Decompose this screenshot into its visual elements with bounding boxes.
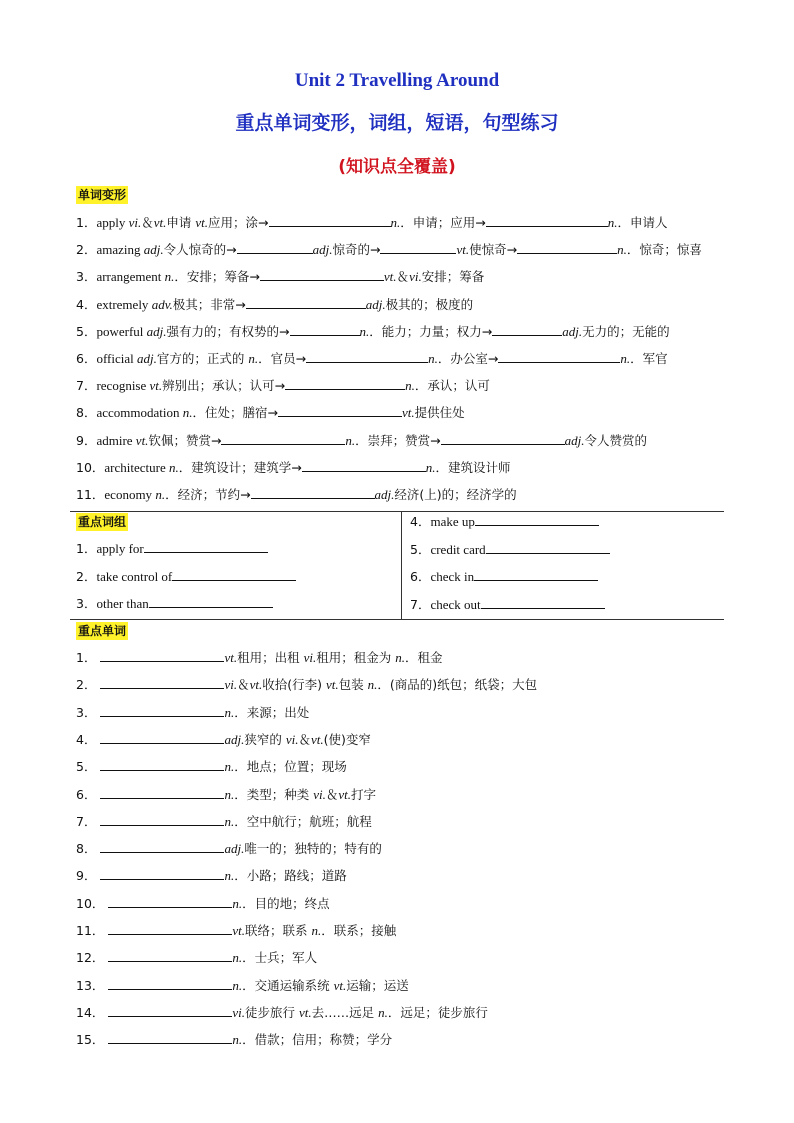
exercise-line bbox=[76, 376, 490, 395]
definition-text: 申请 bbox=[166, 215, 196, 230]
part-of-speech: n. bbox=[248, 351, 259, 366]
definition-text: 租用；租金为 bbox=[316, 650, 396, 665]
item-number: 7． bbox=[76, 813, 97, 829]
part-of-speech: adj. bbox=[137, 351, 157, 366]
item-number: 7． bbox=[76, 378, 97, 394]
part-of-speech: n. bbox=[224, 813, 235, 829]
phrase-line bbox=[410, 540, 610, 559]
answer-blank[interactable] bbox=[306, 349, 428, 363]
answer-blank[interactable] bbox=[100, 812, 224, 826]
item-number: 8． bbox=[76, 841, 97, 857]
definition-text: ．经济；节约→ bbox=[165, 487, 251, 502]
definition-text: 打字 bbox=[350, 786, 376, 802]
definition-text: ．小路；路线；道路 bbox=[234, 868, 347, 884]
definition-text: ．空中航行；航班；航程 bbox=[234, 813, 372, 829]
definition-text: ．官员→ bbox=[258, 351, 307, 366]
definition-text: 收拾(行李) bbox=[262, 677, 326, 693]
definition-text: ．住处；膳宿→ bbox=[192, 405, 278, 421]
headword: economy bbox=[104, 487, 156, 502]
word-line bbox=[76, 839, 382, 858]
part-of-speech: n. bbox=[395, 650, 405, 665]
answer-blank[interactable] bbox=[100, 675, 224, 689]
part-of-speech: n. bbox=[428, 351, 438, 366]
answer-blank[interactable] bbox=[278, 403, 402, 417]
page-title-chinese: 重点单词变形，词组，短语，句型练习 bbox=[235, 112, 559, 134]
definition-text: 惊奇的→ bbox=[332, 242, 381, 258]
answer-blank[interactable] bbox=[474, 567, 598, 581]
part-of-speech: vi. bbox=[303, 650, 317, 665]
part-of-speech: adj. bbox=[224, 731, 245, 747]
part-of-speech: adj. bbox=[564, 432, 585, 448]
item-number: 6． bbox=[76, 786, 97, 802]
headword: recognise bbox=[96, 378, 150, 394]
answer-blank[interactable] bbox=[498, 349, 620, 363]
definition-text: ．能力；力量；权力→ bbox=[369, 323, 493, 339]
definition-text: 经济(上)的；经济学的 bbox=[394, 487, 517, 502]
part-of-speech: adj. bbox=[143, 242, 164, 258]
part-of-speech: adj. bbox=[374, 487, 395, 502]
item-number: 5． bbox=[410, 541, 431, 557]
part-of-speech: vi. bbox=[128, 215, 142, 230]
definition-text: ．军官 bbox=[630, 351, 668, 366]
phrase-line bbox=[410, 567, 598, 586]
phrase-text: check in bbox=[430, 569, 475, 584]
answer-blank[interactable] bbox=[100, 730, 224, 744]
item-number: 3． bbox=[76, 704, 97, 720]
section-label-word-forms: 单词变形 bbox=[78, 188, 127, 202]
part-of-speech: n. bbox=[164, 269, 175, 285]
definition-text: ．联系；接触 bbox=[321, 923, 397, 938]
item-number: 6． bbox=[410, 569, 431, 584]
phrase-line bbox=[410, 595, 605, 614]
definition-text: 提供住处 bbox=[414, 405, 465, 421]
word-line bbox=[76, 812, 372, 831]
item-number: 3． bbox=[76, 269, 97, 285]
part-of-speech: adj. bbox=[562, 323, 583, 339]
definition-text: ．申请；应用→ bbox=[400, 215, 486, 230]
exercise-line bbox=[76, 485, 517, 504]
definition-text: 租用；出租 bbox=[237, 650, 304, 665]
part-of-speech: n. bbox=[620, 351, 631, 366]
word-line bbox=[76, 703, 309, 722]
exercise-line bbox=[76, 431, 647, 450]
item-number: 2． bbox=[76, 568, 97, 584]
definition-text: ．士兵；军人 bbox=[242, 950, 318, 966]
answer-blank[interactable] bbox=[285, 376, 405, 390]
phrase-line bbox=[76, 594, 273, 613]
answer-blank[interactable] bbox=[100, 785, 224, 799]
definition-text: ＆ bbox=[237, 677, 250, 693]
answer-blank[interactable] bbox=[481, 595, 605, 609]
headword: amazing bbox=[96, 242, 144, 258]
item-number: 1． bbox=[76, 215, 97, 230]
item-number: 4． bbox=[76, 731, 97, 747]
answer-blank[interactable] bbox=[290, 322, 360, 336]
item-number: 2． bbox=[76, 677, 97, 693]
word-line bbox=[76, 648, 442, 667]
part-of-speech: adv. bbox=[151, 296, 173, 312]
definition-text: ．(商品的)纸包；纸袋；大包 bbox=[377, 677, 538, 693]
exercise-line bbox=[76, 322, 670, 341]
part-of-speech: n. bbox=[224, 786, 235, 802]
item-number: 13． bbox=[76, 977, 105, 993]
item-number: 1． bbox=[76, 650, 97, 665]
part-of-speech: n. bbox=[345, 432, 356, 448]
item-number: 7． bbox=[410, 596, 431, 612]
part-of-speech: n. bbox=[378, 1004, 388, 1020]
exercise-line bbox=[76, 240, 702, 259]
word-line bbox=[76, 921, 396, 940]
part-of-speech: vt. bbox=[135, 432, 149, 448]
headword: accommodation bbox=[96, 405, 183, 421]
part-of-speech: vt. bbox=[383, 269, 397, 285]
definition-text: ＆ bbox=[298, 731, 311, 747]
word-line bbox=[76, 866, 347, 885]
answer-blank[interactable] bbox=[302, 458, 426, 472]
part-of-speech: adj. bbox=[224, 841, 245, 857]
word-line bbox=[76, 948, 317, 967]
headword: arrangement bbox=[96, 269, 165, 285]
part-of-speech: vi. bbox=[224, 677, 238, 693]
item-number: 3． bbox=[76, 596, 97, 611]
answer-blank[interactable] bbox=[144, 539, 268, 553]
word-line bbox=[76, 757, 347, 776]
item-number: 14． bbox=[76, 1004, 105, 1020]
answer-blank[interactable] bbox=[475, 512, 599, 526]
phrase-line bbox=[76, 567, 296, 586]
definition-text: 强有力的；有权势的→ bbox=[166, 323, 290, 339]
item-number: 1． bbox=[76, 541, 97, 556]
definition-text: ．建筑设计；建筑学→ bbox=[178, 459, 302, 475]
definition-text: ．类型；种类 bbox=[234, 786, 314, 802]
definition-text: 极其的；极度的 bbox=[385, 296, 474, 312]
headword: architecture bbox=[104, 459, 169, 475]
item-number: 11． bbox=[76, 923, 105, 938]
definition-text: 令人赞赏的 bbox=[584, 432, 648, 448]
answer-blank[interactable] bbox=[172, 567, 296, 581]
definition-text: ．借款；信用；称赞；学分 bbox=[242, 1032, 393, 1048]
section-label-words: 重点单词 bbox=[78, 624, 127, 638]
answer-blank[interactable] bbox=[486, 540, 610, 554]
part-of-speech: vi. bbox=[409, 269, 422, 285]
answer-blank[interactable] bbox=[149, 594, 273, 608]
part-of-speech: n. bbox=[232, 950, 243, 966]
item-number: 6． bbox=[76, 351, 97, 366]
definition-text: ．远足；徒步旅行 bbox=[387, 1004, 488, 1020]
word-line bbox=[76, 976, 409, 995]
part-of-speech: n. bbox=[405, 378, 415, 394]
part-of-speech: n. bbox=[224, 868, 235, 884]
answer-blank[interactable] bbox=[441, 431, 565, 445]
definition-text: 钦佩；赞赏→ bbox=[148, 432, 222, 448]
definition-text: ＆ bbox=[141, 215, 154, 230]
part-of-speech: n. bbox=[169, 459, 179, 475]
item-number: 4． bbox=[76, 296, 97, 312]
definition-text: 无力的；无能的 bbox=[582, 323, 670, 339]
answer-blank[interactable] bbox=[108, 1003, 232, 1017]
part-of-speech: n. bbox=[155, 487, 166, 502]
part-of-speech: vt. bbox=[149, 378, 163, 394]
item-number: 10． bbox=[76, 459, 105, 475]
definition-text: ．来源；出处 bbox=[234, 704, 310, 720]
item-number: 4． bbox=[410, 514, 431, 529]
part-of-speech: vt. bbox=[299, 1004, 312, 1020]
phrase-text: apply for bbox=[96, 541, 144, 556]
exercise-line bbox=[76, 458, 511, 477]
part-of-speech: vt. bbox=[456, 242, 470, 258]
definition-text: ．崇拜；赞赏→ bbox=[355, 432, 441, 448]
part-of-speech: vt. bbox=[310, 731, 324, 747]
answer-blank[interactable] bbox=[100, 839, 224, 853]
part-of-speech: n. bbox=[425, 459, 436, 475]
answer-blank[interactable] bbox=[100, 648, 224, 662]
item-number: 9． bbox=[76, 868, 97, 884]
headword: extremely bbox=[96, 296, 152, 312]
exercise-line bbox=[76, 295, 473, 314]
item-number: 15． bbox=[76, 1032, 105, 1048]
part-of-speech: n. bbox=[224, 704, 235, 720]
part-of-speech: n. bbox=[232, 977, 243, 993]
answer-blank[interactable] bbox=[100, 703, 224, 717]
part-of-speech: vt. bbox=[338, 786, 351, 802]
part-of-speech: n. bbox=[232, 895, 243, 911]
definition-text: 使惊奇→ bbox=[469, 242, 518, 258]
word-line bbox=[76, 675, 537, 694]
answer-blank[interactable] bbox=[380, 240, 456, 254]
definition-text: 令人惊奇的→ bbox=[163, 242, 237, 258]
answer-blank[interactable] bbox=[221, 431, 345, 445]
item-number: 8． bbox=[76, 405, 97, 421]
answer-blank[interactable] bbox=[246, 295, 366, 309]
answer-blank[interactable] bbox=[269, 213, 391, 227]
part-of-speech: n. bbox=[224, 759, 235, 775]
definition-text: 徒步旅行 bbox=[245, 1004, 300, 1020]
definition-text: ．地点；位置；现场 bbox=[234, 759, 347, 775]
part-of-speech: vi. bbox=[285, 731, 299, 747]
part-of-speech: n. bbox=[607, 215, 618, 230]
exercise-line bbox=[76, 213, 668, 232]
part-of-speech: n. bbox=[359, 323, 370, 339]
answer-blank[interactable] bbox=[492, 322, 562, 336]
headword: apply bbox=[96, 215, 129, 230]
answer-blank[interactable] bbox=[517, 240, 617, 254]
part-of-speech: vt. bbox=[401, 405, 415, 421]
answer-blank[interactable] bbox=[486, 213, 608, 227]
word-line bbox=[76, 1003, 488, 1022]
answer-blank[interactable] bbox=[108, 921, 232, 935]
part-of-speech: vt. bbox=[325, 677, 339, 693]
part-of-speech: vt. bbox=[224, 650, 238, 665]
part-of-speech: adj. bbox=[146, 323, 167, 339]
definition-text: 去……远足 bbox=[311, 1004, 379, 1020]
word-line bbox=[76, 730, 371, 749]
definition-text: ．申请人 bbox=[617, 215, 668, 230]
definition-text: 包装 bbox=[338, 677, 368, 693]
answer-blank[interactable] bbox=[108, 1030, 232, 1044]
definition-text: 辨别出；承认；认可→ bbox=[162, 378, 286, 394]
exercise-line bbox=[76, 403, 465, 422]
definition-text: ＆ bbox=[325, 786, 339, 802]
answer-blank[interactable] bbox=[100, 757, 224, 771]
part-of-speech: vt. bbox=[232, 923, 246, 938]
answer-blank[interactable] bbox=[251, 485, 375, 499]
definition-text: ．交通运输系统 bbox=[242, 977, 334, 993]
part-of-speech: n. bbox=[390, 215, 401, 230]
definition-text: (使)变窄 bbox=[323, 731, 371, 747]
phrase-text: other than bbox=[96, 596, 149, 611]
item-number: 9． bbox=[76, 432, 97, 448]
part-of-speech: n. bbox=[367, 677, 378, 693]
answer-blank[interactable] bbox=[108, 948, 232, 962]
item-number: 11． bbox=[76, 487, 105, 502]
headword: powerful bbox=[96, 323, 147, 339]
part-of-speech: vi. bbox=[232, 1004, 246, 1020]
phrase-text: credit card bbox=[430, 541, 486, 557]
definition-text: ．承认；认可 bbox=[414, 378, 490, 394]
definition-text: 运输；运送 bbox=[346, 977, 409, 993]
item-number: 2． bbox=[76, 242, 97, 258]
divider bbox=[70, 511, 724, 512]
item-number: 12． bbox=[76, 950, 105, 966]
definition-text: 唯一的；独特的；特有的 bbox=[244, 841, 382, 857]
headword: official bbox=[96, 351, 138, 366]
answer-blank[interactable] bbox=[108, 894, 232, 908]
part-of-speech: vt. bbox=[249, 677, 263, 693]
definition-text: ．目的地；终点 bbox=[242, 895, 330, 911]
definition-text: 联络；联系 bbox=[245, 923, 312, 938]
phrase-text: check out bbox=[430, 596, 481, 612]
answer-blank[interactable] bbox=[100, 866, 224, 880]
definition-text: ．惊奇；惊喜 bbox=[626, 242, 702, 258]
part-of-speech: n. bbox=[232, 1032, 243, 1048]
answer-blank[interactable] bbox=[237, 240, 313, 254]
divider bbox=[70, 619, 724, 620]
phrase-line bbox=[410, 512, 599, 531]
page-title-english: Unit 2 Travelling Around bbox=[294, 70, 500, 91]
part-of-speech: n. bbox=[311, 923, 322, 938]
definition-text: 狭窄的 bbox=[244, 731, 286, 747]
section-label-phrases: 重点词组 bbox=[78, 515, 127, 529]
item-number: 5． bbox=[76, 759, 97, 775]
definition-text: 安排；筹备 bbox=[421, 269, 485, 285]
part-of-speech: vt. bbox=[333, 977, 347, 993]
definition-text: ＆ bbox=[396, 269, 410, 285]
definition-text: ．办公室→ bbox=[437, 351, 499, 366]
definition-text: ．租金 bbox=[404, 650, 443, 665]
word-line bbox=[76, 785, 376, 804]
answer-blank[interactable] bbox=[108, 976, 232, 990]
definition-text: 极其；非常→ bbox=[172, 296, 246, 312]
part-of-speech: vi. bbox=[313, 786, 326, 802]
exercise-line bbox=[76, 267, 484, 286]
part-of-speech: n. bbox=[182, 405, 193, 421]
divider bbox=[401, 512, 402, 619]
part-of-speech: adj. bbox=[312, 242, 333, 258]
page-subtitle: (知识点全覆盖) bbox=[338, 157, 456, 177]
definition-text: 官方的；正式的 bbox=[156, 351, 249, 366]
part-of-speech: vt. bbox=[195, 215, 209, 230]
phrase-line bbox=[76, 539, 268, 558]
headword: admire bbox=[96, 432, 136, 448]
part-of-speech: vt. bbox=[153, 215, 167, 230]
part-of-speech: n. bbox=[617, 242, 627, 258]
definition-text: 应用；涂→ bbox=[208, 215, 269, 230]
exercise-line bbox=[76, 349, 668, 368]
word-line bbox=[76, 1030, 392, 1049]
phrase-text: take control of bbox=[96, 568, 173, 584]
word-line bbox=[76, 894, 330, 913]
item-number: 10． bbox=[76, 895, 105, 911]
definition-text: ．安排；筹备→ bbox=[174, 269, 260, 285]
item-number: 5． bbox=[76, 323, 97, 339]
definition-text: ．建筑设计师 bbox=[435, 459, 511, 475]
phrase-text: make up bbox=[430, 514, 475, 529]
part-of-speech: adj. bbox=[365, 296, 386, 312]
answer-blank[interactable] bbox=[260, 267, 384, 281]
